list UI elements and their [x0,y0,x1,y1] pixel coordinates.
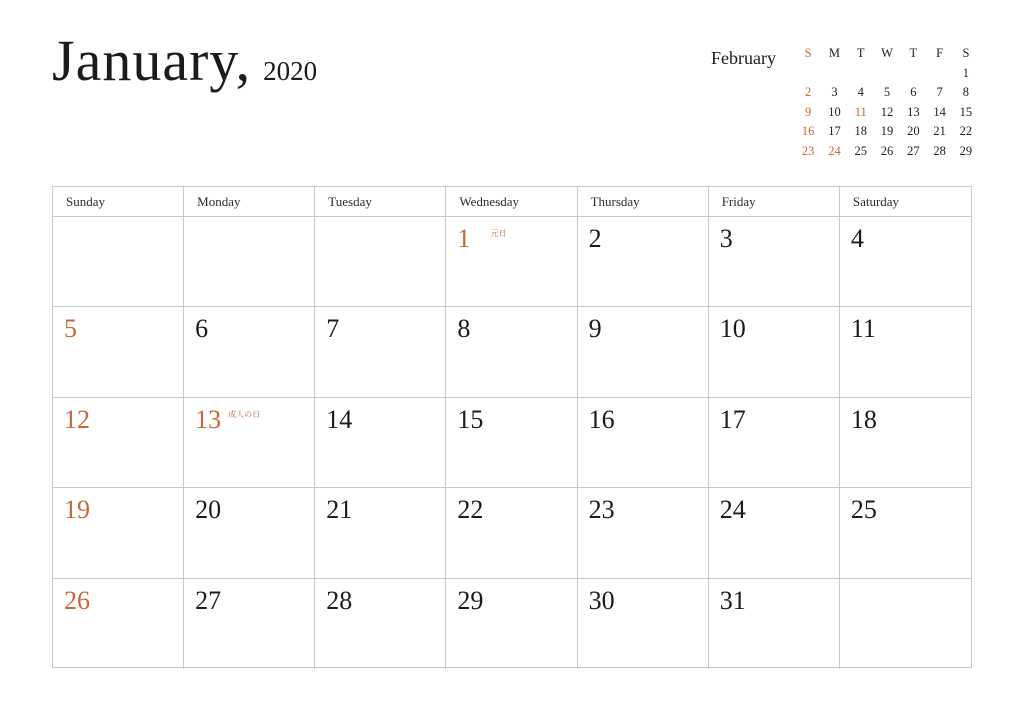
mini-day: 22 [959,124,973,139]
week-row [53,579,971,669]
day-cell [578,307,709,396]
day-number: 27 [195,585,222,615]
weekday-header-wednesday: Wednesday [446,187,577,216]
mini-day: 23 [801,143,815,158]
holiday-label: 成人の日 [228,409,261,419]
mini-day: 1 [962,65,970,80]
day-number: 5 [64,314,77,344]
mini-day: 14 [933,104,946,119]
day-number: 2 [588,224,602,253]
day-number: 25 [850,495,877,525]
day-number: 8 [457,314,471,344]
mini-day: 11 [854,104,867,119]
day-cell [840,579,971,669]
day-cell [709,217,840,306]
day-number: 11 [850,314,876,344]
day-number: 18 [850,404,877,434]
mini-day: 16 [801,124,815,139]
mini-day [926,64,952,84]
mini-day [900,64,926,84]
mini-calendar-title: February [711,48,776,68]
mini-day: 12 [880,104,894,119]
weekday-header-tuesday: Tuesday [315,187,446,216]
mini-day [795,64,821,84]
day-cell [315,307,446,396]
day-cell [53,307,184,396]
day-cell [578,488,709,577]
mini-day: 8 [962,85,970,100]
day-number: 13 [195,404,222,434]
holiday-label: 元日 [490,229,507,238]
day-cell [184,307,315,396]
day-cell [53,217,184,306]
mini-day [821,64,847,84]
day-number: 17 [719,404,746,434]
day-cell [53,579,184,669]
mini-day [874,64,900,84]
day-cell [53,398,184,487]
day-cell [840,217,971,306]
day-cell [446,307,577,396]
day-cell [840,307,971,396]
mini-day: 2 [805,85,812,100]
calendar-title [52,28,318,93]
calendar-grid [52,186,972,668]
day-number: 22 [457,495,484,525]
day-cell [184,579,315,669]
mini-day: 19 [880,124,894,139]
year: 2020 [263,56,318,86]
day-cell [315,217,446,306]
mini-day: 17 [828,124,841,139]
day-cell [446,488,577,577]
day-cell [840,488,971,577]
mini-day: 4 [857,85,864,100]
day-cell [184,398,315,487]
day-number: 15 [457,404,484,434]
mini-day: 29 [959,143,973,158]
mini-day: 13 [907,104,920,119]
day-number: 21 [326,495,353,525]
day-cell [709,307,840,396]
day-cell [578,579,709,669]
mini-day: 6 [910,85,917,100]
mini-day: 15 [959,104,973,119]
day-number: 19 [64,495,90,525]
mini-day: 25 [854,143,867,158]
mini-day-header: T [856,46,865,60]
weekday-header-sunday: Sunday [53,187,184,216]
day-cell [578,217,709,306]
day-cell [578,398,709,487]
day-cell [446,398,577,487]
mini-day: 20 [907,124,920,139]
mini-day: 18 [854,124,867,139]
mini-day: 5 [883,85,891,100]
day-number: 16 [588,404,615,434]
day-number: 3 [719,224,733,253]
day-number: 28 [326,585,353,615]
day-cell [709,579,840,669]
mini-day [848,64,874,84]
weekday-header-thursday: Thursday [578,187,709,216]
day-cell [184,488,315,577]
mini-day-header: F [936,46,944,60]
day-cell [446,217,577,306]
day-cell [315,579,446,669]
weekday-header-monday: Monday [184,187,315,216]
mini-calendar-february [711,44,981,164]
mini-day-header: W [881,46,893,60]
day-number: 10 [719,314,746,344]
day-cell [840,398,971,487]
day-cell [709,488,840,577]
mini-day: 3 [831,85,838,100]
mini-day-header: T [909,46,918,60]
day-number: 4 [850,224,864,253]
mini-day: 28 [933,143,946,158]
day-cell [446,579,577,669]
day-number: 30 [588,585,615,615]
mini-day-header: S [962,46,970,60]
week-row [53,488,971,578]
day-number: 20 [195,495,222,525]
day-cell [315,398,446,487]
day-cell [53,488,184,577]
weekday-header-saturday: Saturday [852,194,900,209]
mini-day: 21 [933,124,946,139]
mini-day: 10 [828,104,841,119]
mini-day: 24 [828,143,841,158]
mini-day-header: S [804,46,812,60]
day-number: 24 [719,495,746,525]
mini-day-header: M [828,46,840,60]
day-number: 9 [588,314,602,344]
week-row [53,217,971,307]
day-number: 29 [457,585,484,615]
day-number: 31 [719,585,746,615]
mini-day: 9 [805,104,812,119]
week-row [53,307,971,397]
day-number: 7 [326,314,340,344]
weekday-header-row [53,187,971,217]
day-cell [184,217,315,306]
month-name: January, [52,28,252,93]
day-number: 6 [195,314,209,344]
mini-calendar-grid [795,44,979,162]
day-number: 12 [64,404,90,434]
day-cell [315,488,446,577]
week-row [53,398,971,488]
day-number: 14 [326,404,353,434]
day-number: 26 [64,585,90,615]
mini-day: 26 [880,143,894,158]
mini-day: 27 [907,143,920,158]
day-number: 1 [457,224,471,253]
mini-day: 7 [936,85,943,100]
day-cell [709,398,840,487]
day-number: 23 [588,495,615,525]
weeks-container [53,217,971,669]
weekday-header-friday: Friday [709,187,840,216]
